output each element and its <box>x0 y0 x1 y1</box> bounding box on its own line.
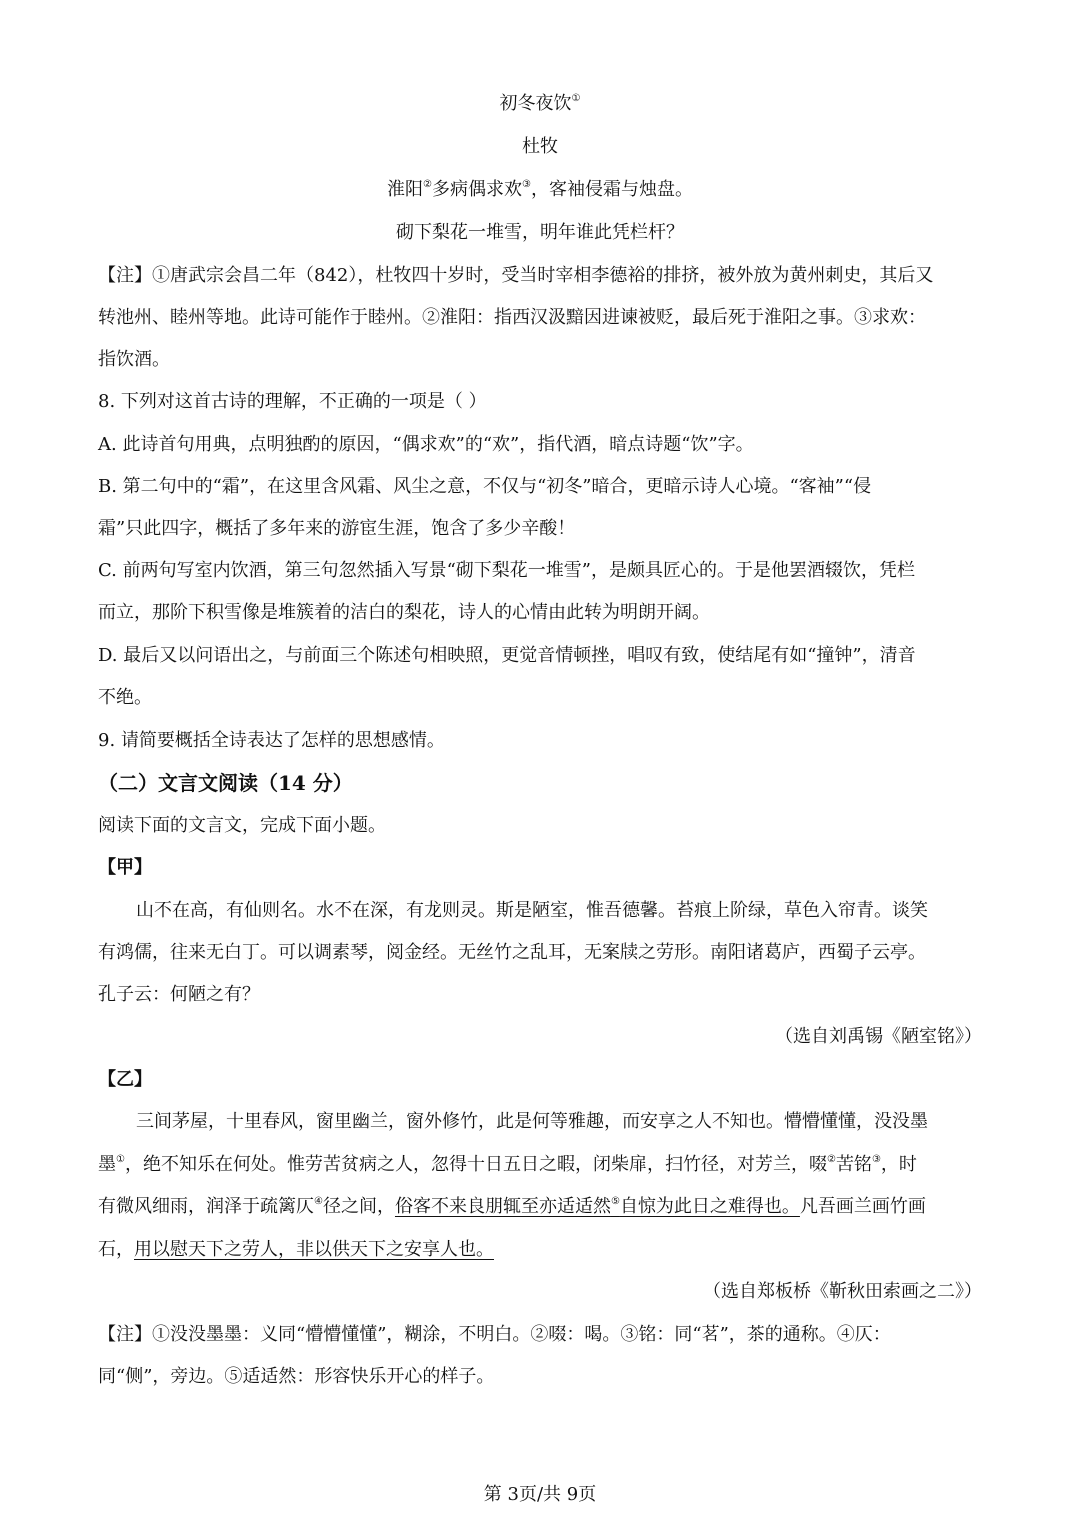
footnote-mark: ⑤ <box>610 1196 620 1207</box>
poem-note-line: 【注】①唐武宗会昌二年（842），杜牧四十岁时，受当时宰相李德裕的排挤，被外放为黄州刺史，其后又 <box>98 265 934 286</box>
passage-text: 墨 <box>98 1154 116 1175</box>
question-8-option-d-cont: 不绝。 <box>98 687 152 708</box>
passage-yi-line <box>98 1151 982 1179</box>
question-8-option-c: C. 前两句写室内饮酒，第三句忽然插入写景“砌下梨花一堆雪”，是颇具匠心的。于是他罢酒辍饮，凭栏 <box>98 560 915 581</box>
poem-line-1 <box>98 176 982 204</box>
passage-text: 苦铭 <box>835 1154 872 1175</box>
footnote-mark: ① <box>116 1154 125 1165</box>
passage-jia-line: 山不在高，有仙则名。水不在深，有龙则灵。斯是陋室，惟吾德馨。苔痕上阶绿，草色入帘青。谈笑 <box>136 900 928 921</box>
question-8-option-d: D. 最后又以问语出之，与前面三个陈述句相映照，更觉音情顿挫，唱叹有致，使结尾有如“撞钟”，清音 <box>98 645 916 666</box>
poem-note-line: 指饮酒。 <box>98 349 170 370</box>
question-8-stem: 8. 下列对这首古诗的理解，不正确的一项是（ ） <box>98 391 487 412</box>
poem-text: 多病偶求欢 <box>432 179 522 200</box>
underlined-text: 俗客不来良朋辄至亦适适然 <box>394 1196 611 1217</box>
footnote-mark: ③ <box>522 179 531 190</box>
section-intro: 阅读下面的文言文，完成下面小题。 <box>98 815 386 836</box>
underlined-sentence: 用以慰天下之劳人，非以供天下之安享人也。 <box>134 1239 494 1260</box>
question-8-option-b-cont: 霜”只此四字，概括了多年来的游宦生涯，饱含了多少辛酸！ <box>98 518 576 539</box>
section-title: （二）文言文阅读（14 分） <box>98 771 353 795</box>
footnote-mark: ④ <box>314 1196 323 1207</box>
poem-title <box>98 90 982 118</box>
question-8-option-c-cont: 而立，那阶下积雪像是堆簇着的洁白的梨花，诗人的心情由此转为明朗开阔。 <box>98 602 710 623</box>
passage-text: 有微风细雨，润泽于疏篱仄 <box>98 1196 314 1217</box>
passage-yi-line <box>98 1236 982 1264</box>
page-number: 第 3页/共 9页 <box>483 1484 597 1505</box>
passage-yi-line <box>98 1193 982 1221</box>
passage-text: 石， <box>98 1239 134 1260</box>
passage-text: 凡吾画兰画竹画 <box>799 1196 926 1217</box>
question-8-option-b: B. 第二句中的“霜”，在这里含风霜、风尘之意，不仅与“初冬”暗合，更暗示诗人心境。“客袖”“侵 <box>98 476 872 497</box>
passage-jia-label: 【甲】 <box>98 857 152 878</box>
passage-jia-line: 有鸿儒，往来无白丁。可以调素琴，阅金经。无丝竹之乱耳，无案牍之劳形。南阳诸葛庐，西蜀子云亭。 <box>98 942 926 963</box>
passage-text: ，绝不知乐在何处。惟劳苦贫病之人，忽得十日五日之暇，闭柴扉，扫竹径，对芳兰，啜 <box>124 1154 827 1175</box>
underlined-sentence <box>395 1196 800 1217</box>
passage-yi-note-line: 同“侧”，旁边。⑤适适然：形容快乐开心的样子。 <box>98 1366 495 1387</box>
poem-author: 杜牧 <box>522 136 558 157</box>
question-9: 9. 请简要概括全诗表达了怎样的思想感情。 <box>98 730 445 751</box>
poem-text: 淮阳 <box>387 179 424 200</box>
passage-yi-line: 三间茅屋，十里春风，窗里幽兰，窗外修竹，此是何等雅趣，而安享之人不知也。懵懵懂懂，没没墨 <box>136 1111 928 1132</box>
underlined-text: 自惊为此日之难得也。 <box>619 1196 800 1217</box>
passage-text: 径之间， <box>322 1196 395 1217</box>
passage-yi-note-line: 【注】①没没墨墨：义同“懵懵懂懂”，糊涂，不明白。②啜：喝。③铭：同“茗”，茶的通称。④仄： <box>98 1324 891 1345</box>
passage-text: ，时 <box>880 1154 917 1175</box>
footnote-mark: ① <box>571 93 581 104</box>
poem-note-line: 转池州、睦州等地。此诗可能作于睦州。②淮阳：指西汉汲黯因进谏被贬，最后死于淮阳之事。③求欢： <box>98 307 926 328</box>
passage-jia-line: 孔子云：何陋之有？ <box>98 984 260 1005</box>
poem-text: ，客袖侵霜与烛盘。 <box>530 179 693 200</box>
passage-yi-source: （选自郑板桥《靳秋田索画之二》） <box>703 1281 982 1302</box>
footnote-mark: ③ <box>871 1154 881 1165</box>
footnote-mark: ② <box>423 179 432 190</box>
poem-title-text: 初冬夜饮 <box>499 93 572 114</box>
footnote-mark: ② <box>826 1154 836 1165</box>
question-8-option-a: A. 此诗首句用典，点明独酌的原因，“偶求欢”的“欢”，指代酒，暗点诗题“饮”字。 <box>98 434 754 455</box>
passage-yi-label: 【乙】 <box>98 1069 152 1090</box>
poem-line-2: 砌下梨花一堆雪，明年谁此凭栏杆？ <box>396 222 684 243</box>
passage-jia-source: （选自刘禹锡《陋室铭》） <box>775 1026 982 1047</box>
